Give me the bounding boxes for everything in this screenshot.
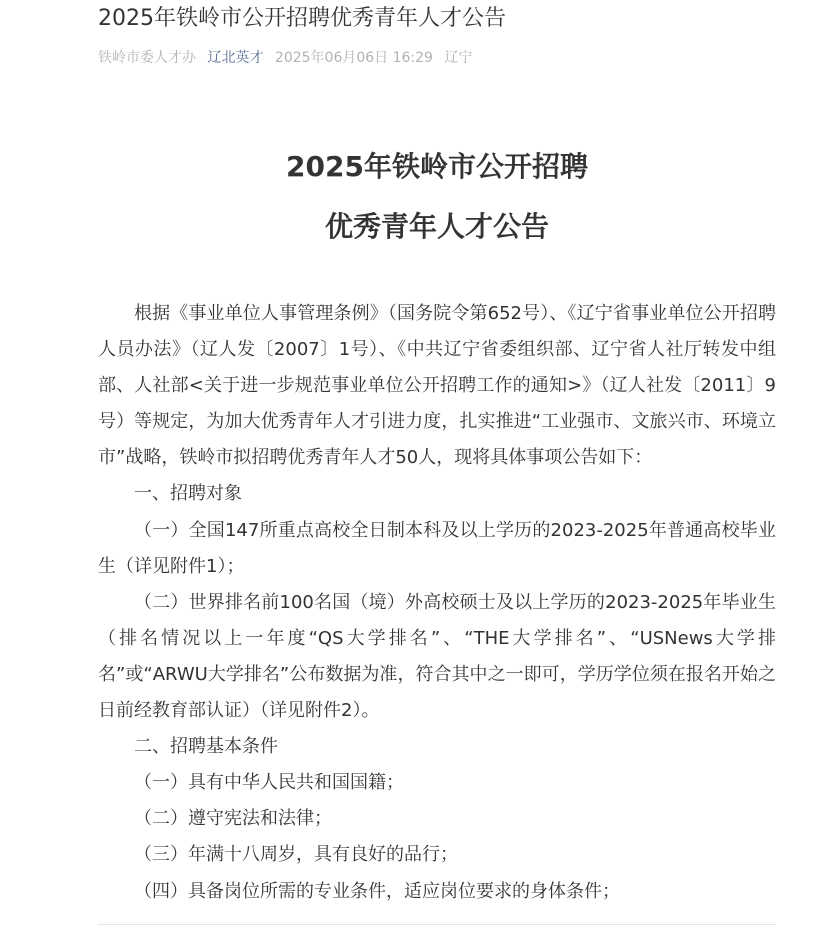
article-body — [98, 138, 776, 910]
source-name: 铁岭市委人才办 — [98, 50, 196, 66]
paragraph-target-1: （一）全国147所重点高校全日制本科及以上学历的2023-2025年普通高校毕业生（详见附件1）； — [98, 519, 776, 577]
article-meta — [98, 48, 479, 68]
article-heading-line2: 优秀青年人才公告 — [324, 210, 549, 243]
intro-paragraph: 根据《事业单位人事管理条例》（国务院令第652号）、《辽宁省事业单位公开招聘人员办法》（辽人发〔2007〕1号）、《中共辽宁省委组织部、辽宁省人社厅转发中组部、人社部<关于进一步规范事业单位公开招聘工作的通知>》（辽人社发〔2011〕9号）等规定，为加大优秀青年人才引进力度，扎实推进“工业强市、文旅兴市、环境立市”战略，铁岭市拟招聘优秀青年人才50人，现将具体事项公告如下： — [98, 303, 776, 469]
paragraph-condition-3: （三）年满十八周岁，具有良好的品行； — [134, 844, 458, 866]
section-heading-recruitment-targets: 一、招聘对象 — [134, 483, 242, 505]
article-heading-line1: 2025年铁岭市公开招聘 — [286, 150, 588, 183]
publish-location: 辽宁 — [444, 50, 473, 66]
article-text — [98, 296, 776, 910]
publish-datetime: 2025年06月06日 16:29 — [274, 50, 433, 66]
divider — [98, 924, 776, 925]
paragraph-condition-4: （四）具备岗位所需的专业条件，适应岗位要求的身体条件； — [134, 880, 620, 902]
section-heading-basic-conditions: 二、招聘基本条件 — [134, 736, 278, 758]
article-title: 2025年铁岭市公开招聘优秀青年人才公告 — [98, 6, 506, 31]
paragraph-condition-1: （一）具有中华人民共和国国籍； — [134, 772, 404, 794]
paragraph-target-2: （二）世界排名前100名国（境）外高校硕士及以上学历的2023-2025年毕业生（排名情况以上一年度“QS大学排名”、“THE大学排名”、“USNews大学排名”或“ARWU大学排名”公布数据为准，符合其中之一即可，学历学位须在报名开始之日前经教育部认证）（详见附件2）。 — [98, 591, 776, 722]
account-link[interactable]: 辽北英才 — [207, 50, 264, 66]
paragraph-condition-2: （二）遵守宪法和法律； — [134, 808, 332, 830]
